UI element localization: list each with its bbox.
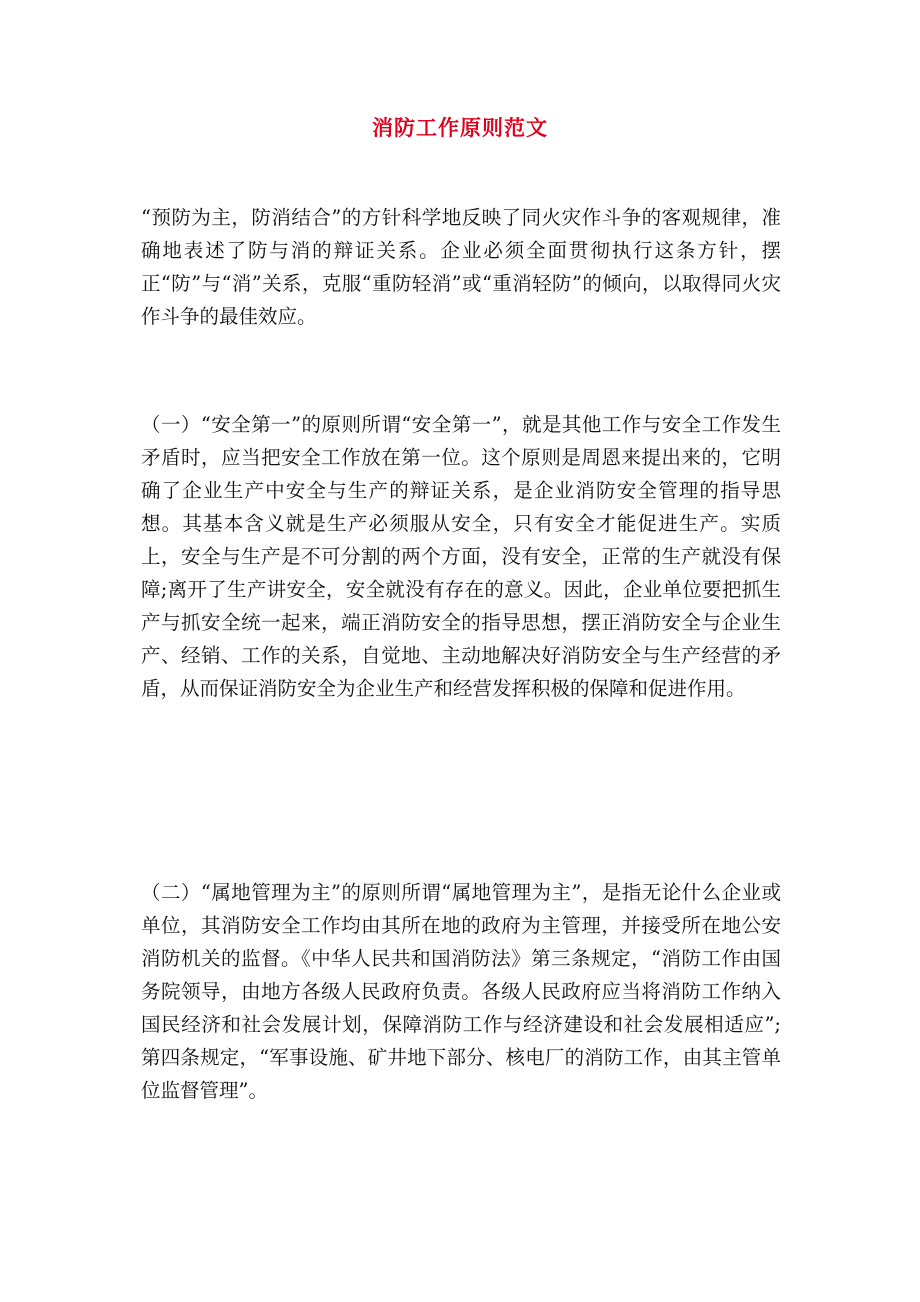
paragraph-territorial-management: （二）“属地管理为主”的原则所谓“属地管理为主”，是指无论什么企业或单位，其消防安全工作均由其所在地的政府为主管理，并接受所在地公安消防机关的监督。《中华人民共和国消防法》第三条规定，“消防工作由国务院领导，由地方各级人民政府负责。各级人民政府应当将消防工作纳入国民经济和社会发展计划，保障消防工作与经济建设和社会发展相适应”;第四条规定，“军事设施、矿井地下部分、核电厂的消防工作，由其主管单位监督管理”。 [141, 881, 781, 1102]
paragraph-safety-first: （一）“安全第一”的原则所谓“安全第一”，就是其他工作与安全工作发生矛盾时，应当把安全工作放在第一位。这个原则是周恩来提出来的，它明确了企业生产中安全与生产的辩证关系，是企业消防安全管理的指导思想。其基本含义就是生产必须服从安全，只有安全才能促进生产。实质上，安全与生产是不可分割的两个方面，没有安全，正常的生产就没有保障;离开了生产讲安全，安全就没有存在的意义。因此，企业单位要把抓生产与抓安全统一起来，端正消防安全的指导思想，摆正消防安全与企业生产、经销、工作的关系，自觉地、主动地解决好消防安全与生产经营的矛盾，从而保证消防安全为企业生产和经营发挥积极的保障和促进作用。 [141, 413, 781, 700]
page-title: 消防工作原则范文 [372, 115, 548, 140]
paragraph-policy: “预防为主，防消结合”的方针科学地反映了同火灾作斗争的客观规律，准确地表述了防与消的辩证关系。企业必须全面贯彻执行这条方针，摆正“防”与“消”关系，克服“重防轻消”或“重消轻防”的倾向，以取得同火灾作斗争的最佳效应。 [141, 206, 781, 328]
